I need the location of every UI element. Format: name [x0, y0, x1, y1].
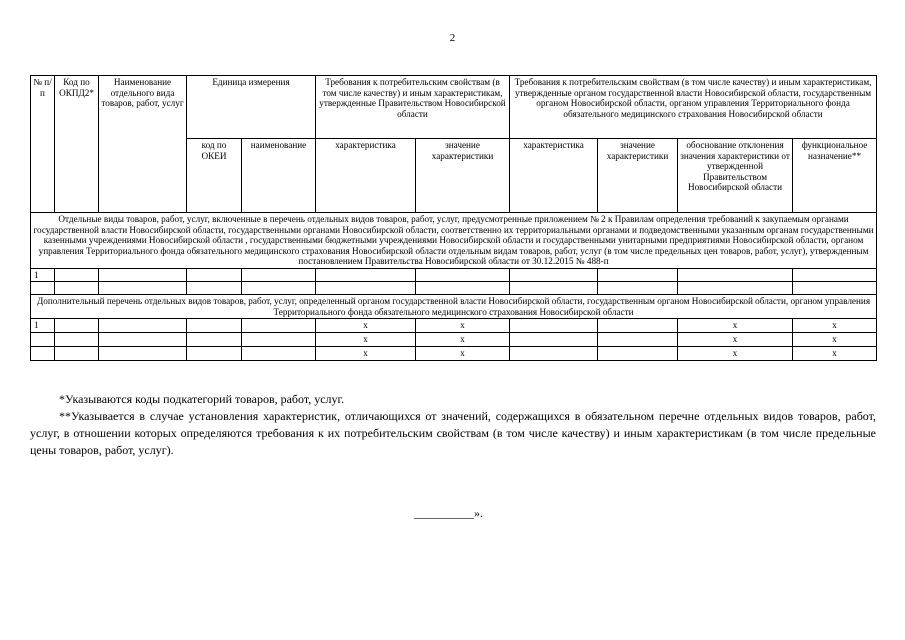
header-org-purpose: функциональное назначение** — [793, 139, 877, 213]
mark-cell: x — [793, 333, 877, 347]
mark-cell: x — [316, 319, 416, 333]
header-unit-name: наименование — [242, 139, 316, 213]
mark-cell: x — [678, 347, 793, 361]
header-unit-okei: код по ОКЕИ — [187, 139, 242, 213]
header-org-justification: обоснование отклонения значения характеристики от утвержденной Правительством Новосибирской области — [678, 139, 793, 213]
mark-cell: x — [678, 319, 793, 333]
row-number: 1 — [31, 268, 55, 281]
header-gov-char: характеристика — [316, 139, 416, 213]
table-row — [31, 281, 877, 294]
header-org-char: характеристика — [510, 139, 598, 213]
mark-cell: x — [416, 347, 510, 361]
header-num: № п/п — [31, 76, 55, 213]
mark-cell: x — [793, 319, 877, 333]
header-req-org: Требования к потребительским свойствам (в том числе качеству) и иным характеристикам, утвержденные органом государственной власти Новосибирской области, государственным органом Новосибирской области, органом управления Территориального фонда обязательного медицинского страхования Новосибирской области — [510, 76, 877, 139]
header-row-1 — [31, 76, 877, 139]
header-unit: Единица измерения — [187, 76, 316, 139]
section-2-title: Дополнительный перечень отдельных видов товаров, работ, услуг, определенный органом государственной власти Новосибирской области, государственным органом Новосибирской области, органом управления Территориального фонда обязательного медицинского страхования Новосибирской области — [31, 294, 877, 318]
header-gov-value: значение характеристики — [416, 139, 510, 213]
closing-line: __________». — [414, 506, 483, 520]
section-1-title: Отдельные виды товаров, работ, услуг, включенные в перечень отдельных видов товаров, работ, услуг, предусмотренные приложением № 2 к Правилам определения требований к закупаемым органами государственной власти Новосибирской области, государственными органами Новосибирской области, соответственно их территориальными органами и подведомственными указанным органам государственными казенными учреждениями Новосибирской области , государственными бюджетными учреждениями Новосибирской области и государственными унитарными предприятиями Новосибирской области, органом управления Территориального фонда обязательного медицинского страхования Новосибирской области отдельным видам товаров, работ, услуг (в том числе предельных цен товаров, работ, услуг), утвержденным постановлением Правительства Новосибирской области от 30.12.2015 № 488-п — [31, 213, 877, 269]
header-okpd: Код по ОКПД2* — [55, 76, 99, 213]
mark-cell: x — [793, 347, 877, 361]
table-row — [31, 268, 877, 281]
footnotes — [30, 391, 876, 459]
mark-cell: x — [316, 333, 416, 347]
header-org-value: значение характеристики — [598, 139, 678, 213]
mark-cell: x — [416, 333, 510, 347]
mark-cell: x — [416, 319, 510, 333]
section-1-row — [31, 213, 877, 269]
row-number: 1 — [31, 319, 55, 333]
table-row — [31, 347, 877, 361]
requirements-table — [30, 75, 877, 361]
table-row — [31, 333, 877, 347]
page-number: 2 — [449, 32, 456, 44]
section-2-row — [31, 294, 877, 318]
mark-cell: x — [316, 347, 416, 361]
header-req-gov: Требования к потребительским свойствам (в том числе качеству) и иным характеристикам, утвержденные Правительством Новосибирской области — [316, 76, 510, 139]
mark-cell: x — [678, 333, 793, 347]
table-row — [31, 319, 877, 333]
footnote-1: *Указываются коды подкатегорий товаров, работ, услуг. — [59, 392, 345, 406]
footnote-2: **Указывается в случае установления характеристик, отличающихся от значений, содержащихся в обязательном перечне отдельных видов товаров, работ, услуг, в отношении которых определяются требования к их потребительским свойствам (в том числе качеству) и иным характеристикам (в том числе предельные цены товаров, работ, услуг). — [30, 409, 876, 457]
header-name: Наименование отдельного вида товаров, работ, услуг — [99, 76, 187, 213]
